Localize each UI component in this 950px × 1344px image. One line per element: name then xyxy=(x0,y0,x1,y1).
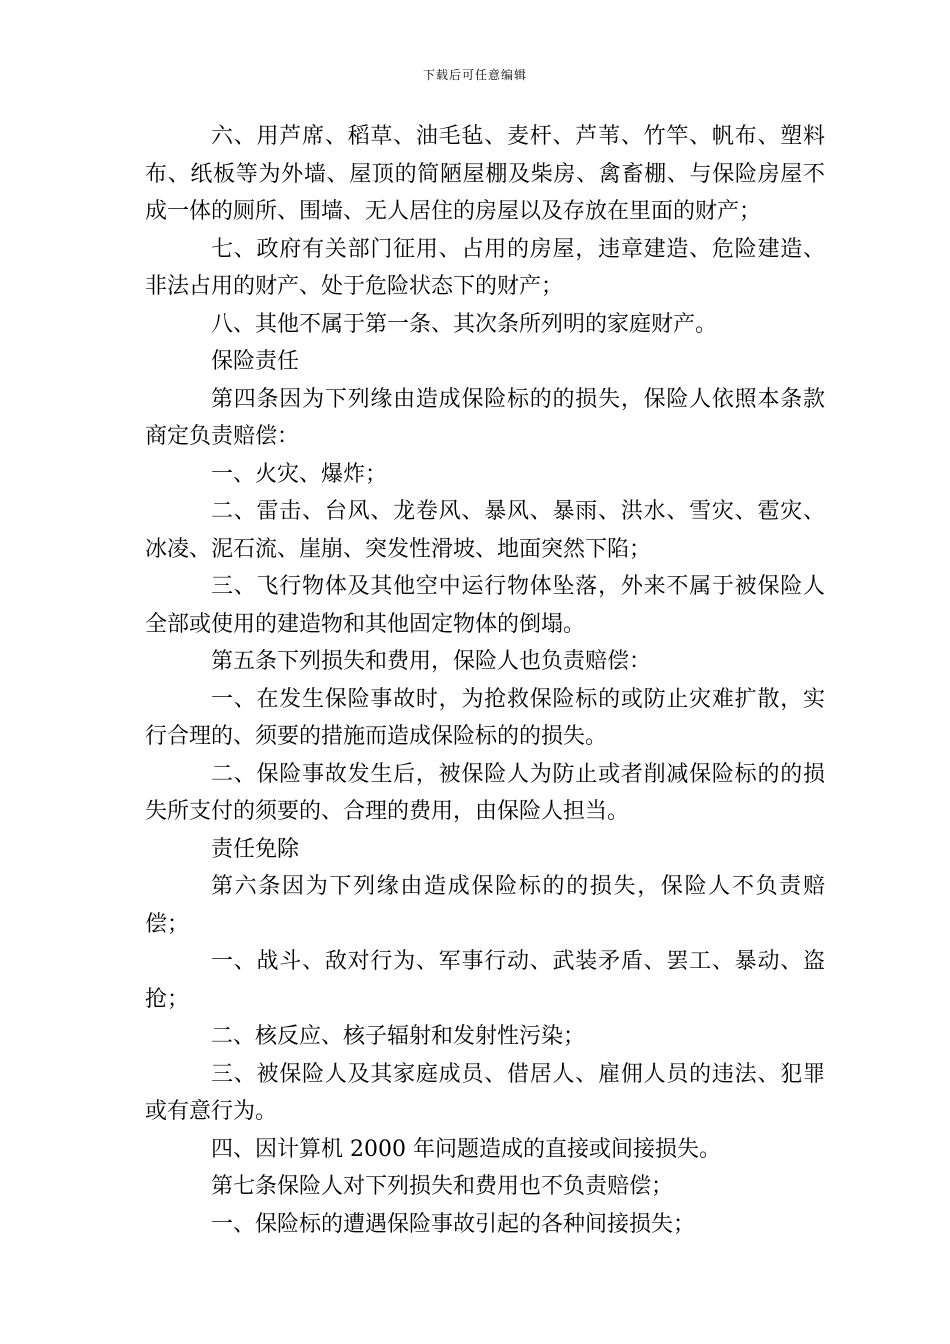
page-header: 下载后可任意编辑 xyxy=(422,68,527,82)
document-body xyxy=(145,118,825,1243)
article-7: 第七条保险人对下列损失和费用也不负责赔偿； xyxy=(211,1174,674,1199)
article-4-item-3: 三、飞行物体及其他空中运行物体坠落，外来不属于被保险人全部或使用的建造物和其他固定物体的倒塌。 xyxy=(145,574,825,637)
article-6-item-2: 二、核反应、核子辐射和发射性污染； xyxy=(211,1024,586,1049)
article-5-item-2: 二、保险事故发生后，被保险人为防止或者削减保险标的的损失所支付的须要的、合理的费用，由保险人担当。 xyxy=(145,761,825,824)
clause-6-item-6: 六、用芦席、稻草、油毛毡、麦杆、芦苇、竹竿、帆布、塑料布、纸板等为外墙、屋顶的简陋屋棚及柴房、禽畜棚、与保险房屋不成一体的厕所、围墙、无人居住的房屋以及存放在里面的财产； xyxy=(145,124,825,224)
article-4-item-2: 二、雷击、台风、龙卷风、暴风、暴雨、洪水、雪灾、雹灾、冰凌、泥石流、崖崩、突发性滑坡、地面突然下陷； xyxy=(145,499,825,562)
section-heading-exclusions: 责任免除 xyxy=(211,836,300,862)
article-6-item-4: 四、因计算机 2000 年问题造成的直接或间接损失。 xyxy=(211,1136,721,1162)
article-4-item-1: 一、火灾、爆炸； xyxy=(211,461,388,487)
article-4: 第四条因为下列缘由造成保险标的的损失，保险人依照本条款商定负责赔偿： xyxy=(145,386,825,449)
clause-6-item-8: 八、其他不属于第一条、其次条所列明的家庭财产。 xyxy=(211,311,718,337)
article-5-item-1: 一、在发生保险事故时，为抢救保险标的或防止灾难扩散，实行合理的、须要的措施而造成保险标的的损失。 xyxy=(145,686,825,749)
section-heading-coverage: 保险责任 xyxy=(211,349,300,374)
article-6-item-1: 一、战斗、敌对行为、军事行动、武装矛盾、罢工、暴动、盗抢； xyxy=(145,949,825,1012)
article-7-item-1: 一、保险标的遭遇保险事故引起的各种间接损失； xyxy=(211,1211,696,1237)
clause-6-item-7: 七、政府有关部门征用、占用的房屋，违章建造、危险建造、非法占用的财产、处于危险状态下的财产； xyxy=(145,236,825,299)
article-5: 第五条下列损失和费用，保险人也负责赔偿： xyxy=(211,649,652,674)
article-6: 第六条因为下列缘由造成保险标的的损失，保险人不负责赔偿； xyxy=(145,874,825,937)
article-6-item-3: 三、被保险人及其家庭成员、借居人、雇佣人员的违法、犯罪或有意行为。 xyxy=(145,1061,825,1124)
